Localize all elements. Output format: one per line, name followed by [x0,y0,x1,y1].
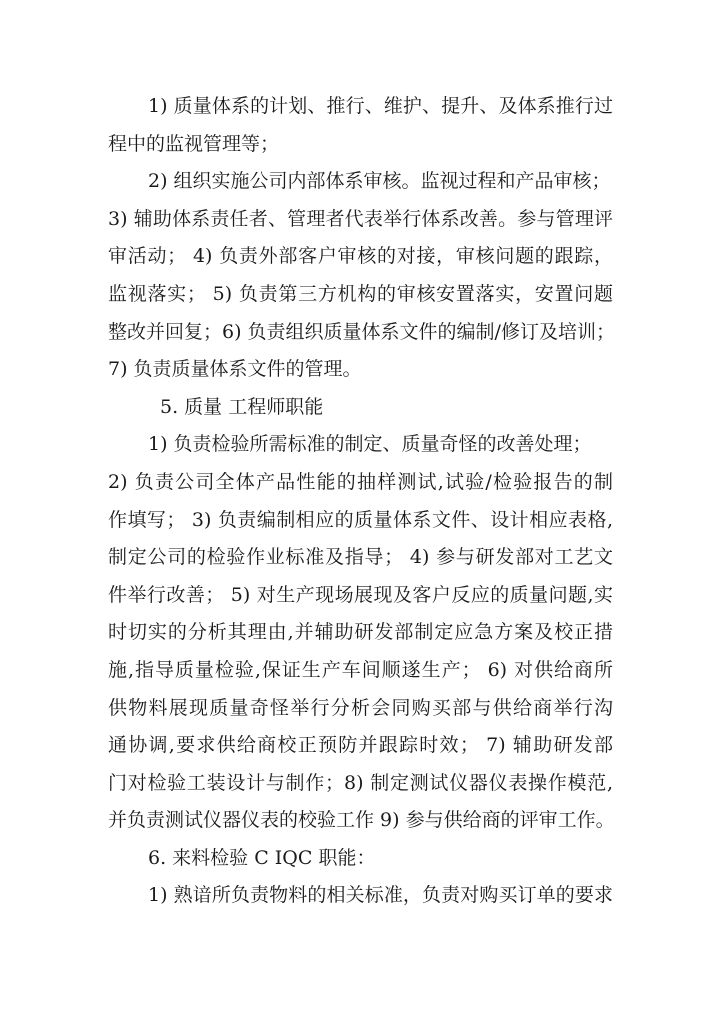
text-line: 件举行改善； 5) 对生产现场展现及客户反应的质量问题,实 [108,583,613,606]
section-heading: 6. 来料检验 C IQC 职能： [148,846,376,869]
document-page [108,88,613,915]
text-line: 供物料展现质量奇怪举行分析会同购买部与供给商举行沟 [108,696,613,719]
text-line: 2) 组织实施公司内部体系审核。监视过程和产品审核； [148,170,611,193]
text-line: 3) 辅助体系责任者、管理者代表举行体系改善。参与管理评 [108,207,613,230]
text-line: 制定公司的检验作业标准及指导； 4) 参与研发部对工艺文 [108,546,613,569]
text-line: 监视落实； 5) 负责第三方机构的审核安置落实，安置问题 [108,282,613,305]
text-line: 通协调,要求供给商校正预防并跟踪时效； 7) 辅助研发部 [108,734,613,757]
text-line: 7) 负责质量体系文件的管理。 [108,358,362,381]
text-line: 程中的监视管理等； [108,132,280,155]
text-line: 2) 负责公司全体产品性能的抽样测试,试验/检验报告的制 [108,470,613,493]
text-line: 1) 熟谙所负责物料的相关标准，负责对购买订单的要求 [148,884,613,907]
text-line: 1) 负责检验所需标准的制定、质量奇怪的改善处理； [148,433,592,456]
text-line: 整改并回复；6) 负责组织质量体系文件的编制/修订及培训； [108,320,615,343]
text-line: 1) 质量体系的计划、推行、维护、提升、及体系推行过 [148,95,613,117]
text-line: 施,指导质量检验,保证生产车间顺遂生产； 6) 对供给商所 [108,658,613,681]
text-line: 门对检验工装设计与制作；8) 制定测试仪器仪表操作模范, [108,771,613,794]
text-line: 审活动； 4) 负责外部客户审核的对接，审核问题的跟踪， [108,245,613,268]
text-line: 时切实的分析其理由,并辅助研发部制定应急方案及校正措 [108,621,613,644]
section-heading: 5. 质量 工程师职能 [160,395,324,418]
text-line: 作填写； 3) 负责编制相应的质量体系文件、设计相应表格, [108,508,613,531]
text-line: 并负责测试仪器仪表的校验工作 9) 参与供给商的评审工作。 [108,809,615,832]
